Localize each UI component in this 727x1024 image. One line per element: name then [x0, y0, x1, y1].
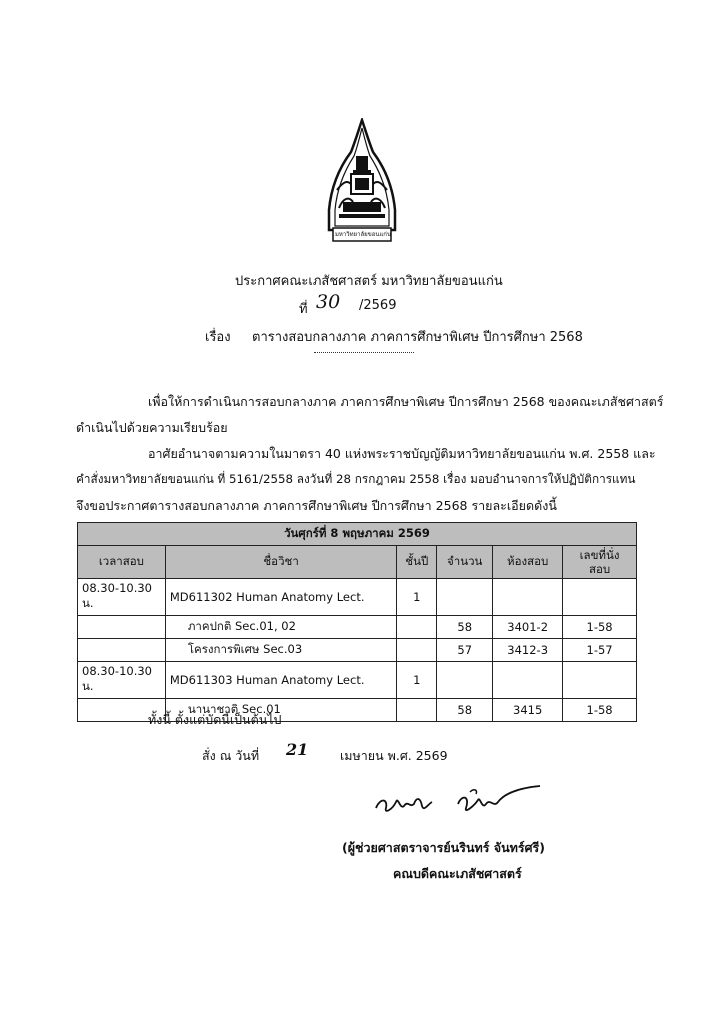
subject-label: เรื่อง	[205, 330, 231, 345]
col-header-time: เวลาสอบ	[78, 546, 166, 579]
cell-count	[437, 579, 493, 616]
para1-line2: ดำเนินไปด้วยความเรียบร้อย	[76, 420, 228, 435]
cell-time	[78, 616, 166, 639]
cell-year: 1	[397, 662, 437, 699]
cell-time: 08.30-10.30 น.	[78, 662, 166, 699]
table-row	[78, 662, 637, 699]
cell-subject: MD611303 Human Anatomy Lect.	[165, 662, 396, 699]
date-day-handwritten: 21	[286, 740, 309, 759]
number-label: ที่	[299, 302, 308, 317]
cell-room	[493, 579, 563, 616]
cell-seats: 1-58	[563, 699, 637, 722]
divider-dots	[314, 352, 414, 353]
table-row	[78, 639, 637, 662]
date-prefix: สั่ง ณ วันที่	[202, 748, 260, 763]
cell-room: 3415	[493, 699, 563, 722]
day-header: วันศุกร์ที่ 8 พฤษภาคม 2569	[78, 523, 637, 546]
announcement-title: ประกาศคณะเภสัชศาสตร์ มหาวิทยาลัยขอนแก่น	[235, 274, 503, 289]
signer-name: (ผู้ช่วยศาสตราจารย์นรินทร์ จันทร์ศรี)	[342, 840, 545, 855]
col-header-year: ชั้นปี	[397, 546, 437, 579]
cell-count	[437, 662, 493, 699]
col-header-seats: เลขที่นั่ง สอบ	[563, 546, 637, 579]
cell-room: 3401-2	[493, 616, 563, 639]
cell-time	[78, 639, 166, 662]
cell-seats	[563, 662, 637, 699]
number-year: /2569	[359, 298, 397, 313]
exam-schedule-table	[77, 522, 637, 722]
para1-line1: เพื่อให้การดำเนินการสอบกลางภาค ภาคการศึกษาพิเศษ ปีการศึกษา 2568 ของคณะเภสัชศาสตร์	[148, 394, 664, 409]
cell-seats: 1-58	[563, 616, 637, 639]
cell-time: 08.30-10.30 น.	[78, 579, 166, 616]
cell-subject: โครงการพิเศษ Sec.03	[165, 639, 396, 662]
signer-title: คณบดีคณะเภสัชศาสตร์	[393, 866, 522, 881]
table-row	[78, 579, 637, 616]
cell-year: 1	[397, 579, 437, 616]
col-header-room: ห้องสอบ	[493, 546, 563, 579]
number-handwritten: 30	[316, 291, 341, 313]
cell-seats: 1-57	[563, 639, 637, 662]
effective-statement: ทั้งนี้ ตั้งแต่บัดนี้เป็นต้นไป	[148, 712, 282, 727]
col-header-subject: ชื่อวิชา	[165, 546, 396, 579]
cell-subject: นานาชาติ Sec.01	[165, 699, 396, 722]
para2-line1: อาศัยอำนาจตามความในมาตรา 40 แห่งพระราชบัญญัติมหาวิทยาลัยขอนแก่น พ.ศ. 2558 และ	[148, 446, 656, 461]
col-header-count: จำนวน	[437, 546, 493, 579]
cell-seats	[563, 579, 637, 616]
cell-subject: MD611302 Human Anatomy Lect.	[165, 579, 396, 616]
signature	[370, 780, 550, 820]
cell-count: 58	[437, 616, 493, 639]
cell-room	[493, 662, 563, 699]
date-suffix: เมษายน พ.ศ. 2569	[340, 748, 448, 763]
cell-year	[397, 616, 437, 639]
cell-subject: ภาคปกติ Sec.01, 02	[165, 616, 396, 639]
subject-text: ตารางสอบกลางภาค ภาคการศึกษาพิเศษ ปีการศึกษา 2568	[252, 330, 583, 345]
table-row	[78, 616, 637, 639]
cell-room: 3412-3	[493, 639, 563, 662]
column-header-row	[78, 546, 637, 579]
cell-year	[397, 699, 437, 722]
para2-line2: คำสั่งมหาวิทยาลัยขอนแก่น ที่ 5161/2558 ลงวันที่ 28 กรกฎาคม 2558 เรื่อง มอบอำนาจการให้ปฏิบัติการแทน	[76, 472, 636, 486]
cell-count: 58	[437, 699, 493, 722]
para2-line3: จึงขอประกาศตารางสอบกลางภาค ภาคการศึกษาพิเศษ ปีการศึกษา 2568 รายละเอียดดังนี้	[76, 498, 557, 513]
university-seal-logo	[325, 118, 399, 244]
cell-count: 57	[437, 639, 493, 662]
cell-year	[397, 639, 437, 662]
logo-caption: มหาวิทยาลัยขอนแก่น	[334, 231, 392, 238]
